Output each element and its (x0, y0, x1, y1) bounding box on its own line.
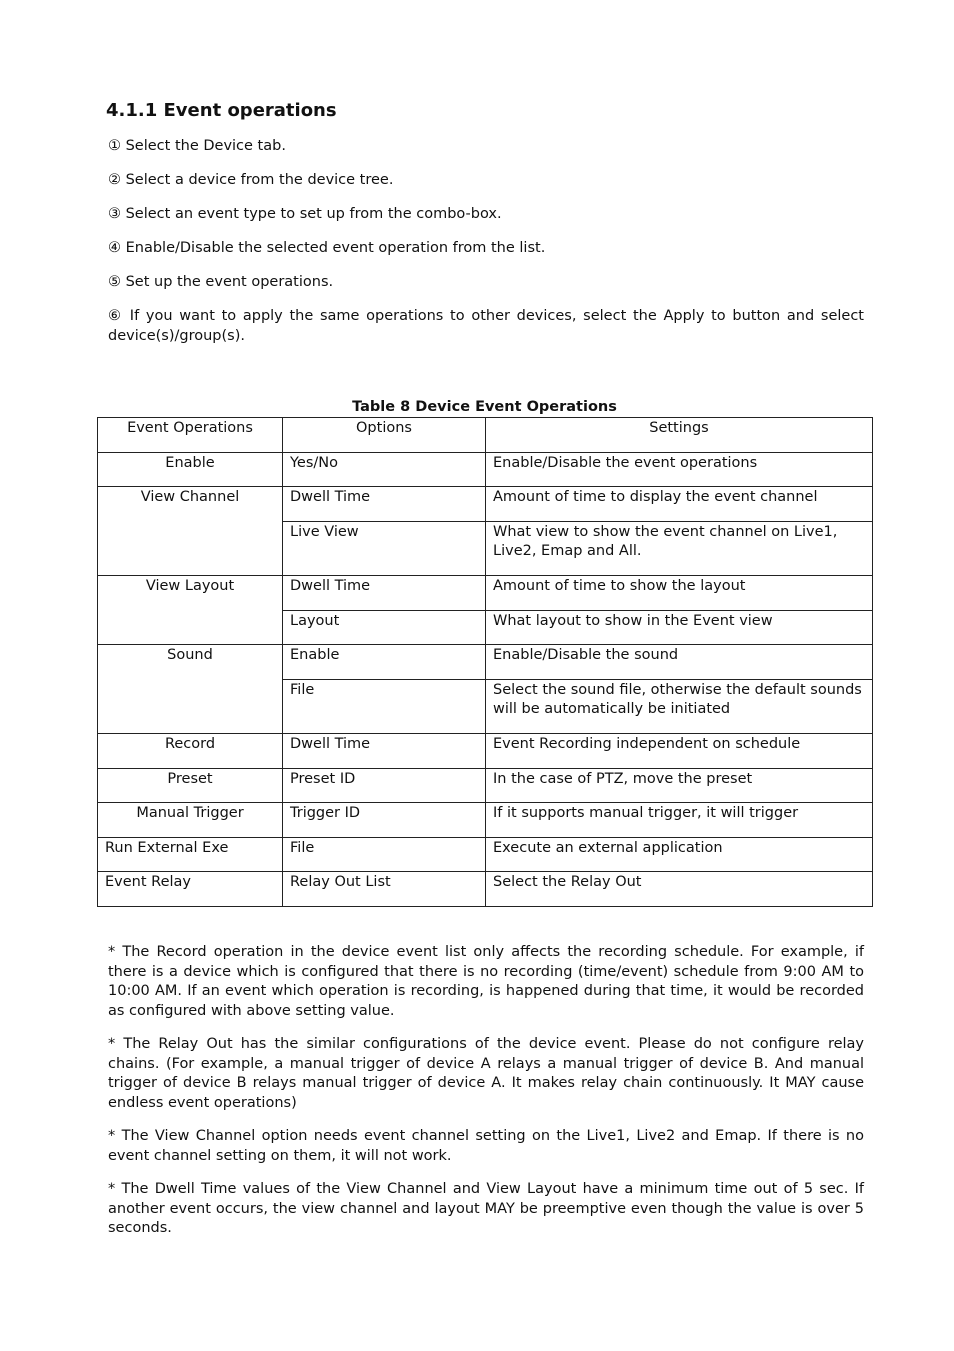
option-cell: Yes/No (283, 453, 486, 487)
note-record: * The Record operation in the device event list only affects the recording schedule. For example, if there is a device which is configured that there is no recording (time/event) schedule from 9:00 AM to 10:00 AM. If an event which operation is recording, is happened during that time, it would be recorded as configured with above setting value. (108, 944, 864, 1019)
section-title: 4.1.1 Event operations (106, 100, 337, 121)
setting-cell: In the case of PTZ, move the preset (486, 769, 873, 803)
table-header-row (98, 418, 873, 453)
operation-cell: View Layout (98, 576, 283, 645)
option-cell: Trigger ID (283, 803, 486, 838)
operation-cell: Manual Trigger (98, 803, 283, 838)
table-row (98, 803, 873, 838)
step-6: ⑥ If you want to apply the same operations to other devices, select the Apply to button and select device(s)/group(s). (108, 308, 864, 344)
header-settings: Settings (486, 418, 873, 453)
option-cell: Live View (283, 522, 486, 576)
operation-cell: Preset (98, 769, 283, 803)
operation-cell: Enable (98, 453, 283, 487)
option-cell: Dwell Time (283, 487, 486, 522)
option-cell: Preset ID (283, 769, 486, 803)
step-4: ④ Enable/Disable the selected event operation from the list. (108, 240, 546, 256)
table-row (98, 645, 873, 680)
setting-cell: Event Recording independent on schedule (486, 734, 873, 769)
table-row (98, 453, 873, 487)
table-caption: Table 8 Device Event Operations (352, 399, 617, 415)
option-cell: Dwell Time (283, 576, 486, 611)
step-1: ① Select the Device tab. (108, 138, 286, 154)
option-cell: Dwell Time (283, 734, 486, 769)
note-relay-out: * The Relay Out has the similar configurations of the device event. Please do not configure relay chains. (For example, a manual trigger of device A relays a manual trigger of device B. And manual trigger of device B relays manual trigger of device A. It makes relay chain continuously. It MAY cause endless event operations) (108, 1036, 864, 1111)
operation-cell: Run External Exe (98, 838, 283, 872)
note-view-channel: * The View Channel option needs event channel setting on the Live1, Live2 and Emap. If there is no event channel setting on them, it will not work. (108, 1128, 864, 1164)
table-row (98, 769, 873, 803)
table-row (98, 872, 873, 907)
operation-cell: View Channel (98, 487, 283, 576)
header-options: Options (283, 418, 486, 453)
setting-cell: Amount of time to display the event channel (486, 487, 873, 522)
option-cell: Layout (283, 611, 486, 645)
option-cell: Relay Out List (283, 872, 486, 907)
option-cell: File (283, 680, 486, 734)
setting-cell: Select the sound file, otherwise the default sounds will be automatically be initiated (486, 680, 873, 734)
setting-cell: If it supports manual trigger, it will trigger (486, 803, 873, 838)
step-5: ⑤ Set up the event operations. (108, 274, 334, 290)
table-row (98, 576, 873, 611)
step-3: ③ Select an event type to set up from the combo-box. (108, 206, 502, 222)
header-event-operations: Event Operations (98, 418, 283, 453)
setting-cell: Enable/Disable the event operations (486, 453, 873, 487)
setting-cell: Enable/Disable the sound (486, 645, 873, 680)
setting-cell: Execute an external application (486, 838, 873, 872)
table-row (98, 734, 873, 769)
operation-cell: Event Relay (98, 872, 283, 907)
table-row (98, 487, 873, 522)
setting-cell: Select the Relay Out (486, 872, 873, 907)
option-cell: Enable (283, 645, 486, 680)
setting-cell: Amount of time to show the layout (486, 576, 873, 611)
event-operations-table (97, 417, 873, 907)
note-dwell-time: * The Dwell Time values of the View Channel and View Layout have a minimum time out of 5 sec. If another event occurs, the view channel and layout MAY be preemptive even though the value is over 5 seconds. (108, 1181, 864, 1236)
option-cell: File (283, 838, 486, 872)
table-row (98, 838, 873, 872)
setting-cell: What view to show the event channel on Live1, Live2, Emap and All. (486, 522, 873, 576)
setting-cell: What layout to show in the Event view (486, 611, 873, 645)
step-2: ② Select a device from the device tree. (108, 172, 394, 188)
operation-cell: Record (98, 734, 283, 769)
operation-cell: Sound (98, 645, 283, 734)
